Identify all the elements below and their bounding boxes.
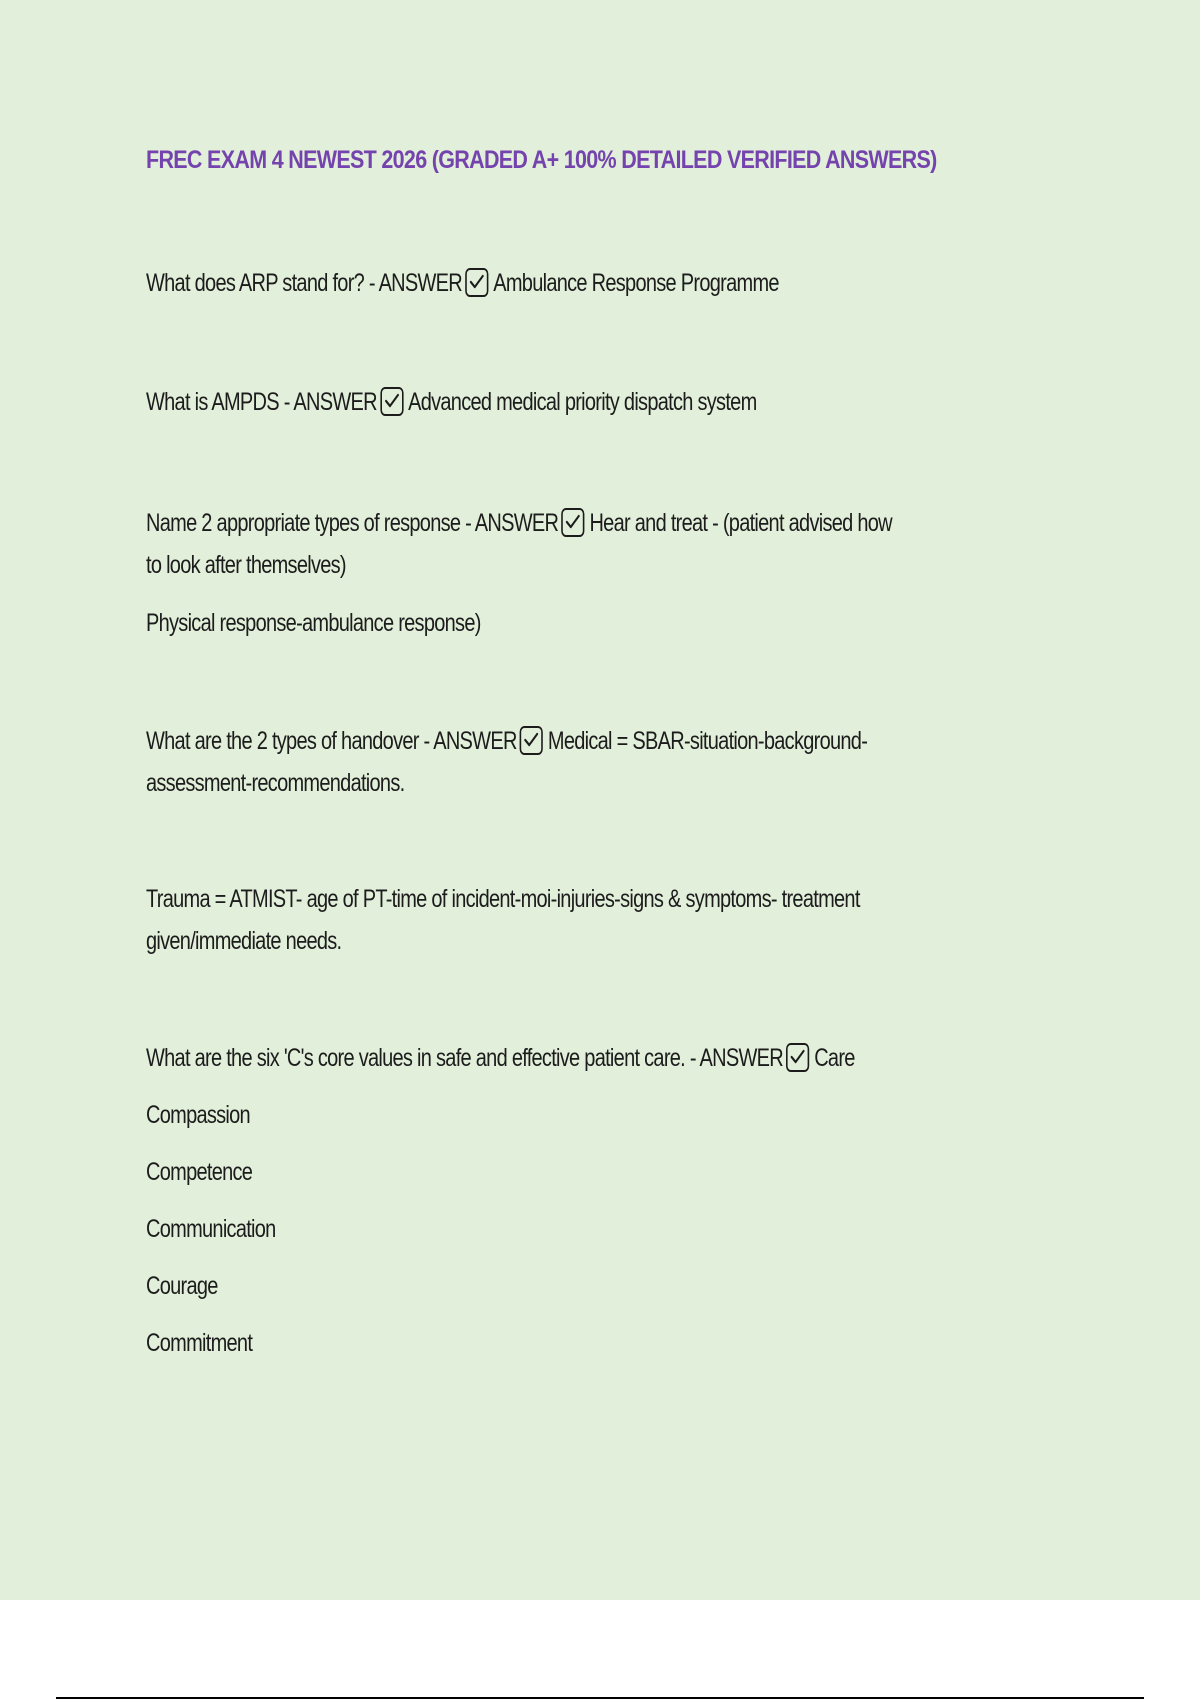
answer-text: Advanced medical priority dispatch system — [408, 388, 757, 416]
answer-marker: ANSWER — [474, 509, 559, 537]
qa-item-arp — [146, 262, 1086, 304]
answer-text: Ambulance Response Programme — [493, 269, 779, 297]
answer-marker: ANSWER — [293, 388, 377, 416]
question-text: What are the six 'C's core values in safe and effective patient care. - — [146, 1044, 700, 1072]
list-item: Competence — [146, 1158, 253, 1186]
checkbox-checked-icon — [786, 1043, 809, 1072]
qa-item-ampds — [146, 381, 1086, 423]
trauma-paragraph — [146, 878, 1086, 962]
paragraph-line: Trauma = ATMIST- age of PT-time of incident-moi-injuries-signs & symptoms- treatment — [146, 885, 860, 913]
question-text: What does ARP stand for? - — [146, 269, 379, 297]
answer-continuation: assessment-recommendations. — [146, 769, 405, 797]
answer-text: Medical = SBAR-situation-background- — [547, 727, 868, 755]
answer-text: Care — [814, 1044, 855, 1072]
answer-marker: ANSWER — [378, 269, 463, 297]
checkbox-checked-icon — [520, 726, 543, 755]
answer-continuation: to look after themselves) — [146, 551, 346, 579]
list-item: Communication — [146, 1215, 276, 1243]
answer-text: Hear and treat - (patient advised how — [589, 509, 892, 537]
question-text: What is AMPDS - — [146, 388, 294, 416]
footer-divider — [56, 1697, 1144, 1699]
answer-marker: ANSWER — [433, 727, 517, 755]
checkbox-checked-icon — [380, 387, 403, 416]
answer-marker: ANSWER — [699, 1044, 783, 1072]
list-item: Commitment — [146, 1329, 253, 1357]
qa-item-six-cs — [146, 1037, 1086, 1364]
question-text: What are the 2 types of handover - — [146, 727, 434, 755]
qa-item-handover — [146, 720, 1086, 804]
list-item: Compassion — [146, 1101, 250, 1129]
answer-extra-line: Physical response-ambulance response) — [146, 609, 481, 637]
qa-item-response-types — [146, 502, 1086, 644]
checkbox-checked-icon — [465, 268, 488, 297]
checkbox-checked-icon — [561, 508, 584, 537]
document-title: FREC EXAM 4 NEWEST 2026 (GRADED A+ 100% DETAILED VERIFIED ANSWERS) — [146, 146, 937, 174]
question-text: Name 2 appropriate types of response - — [146, 509, 475, 537]
paragraph-line: given/immediate needs. — [146, 927, 342, 955]
list-item: Courage — [146, 1272, 218, 1300]
